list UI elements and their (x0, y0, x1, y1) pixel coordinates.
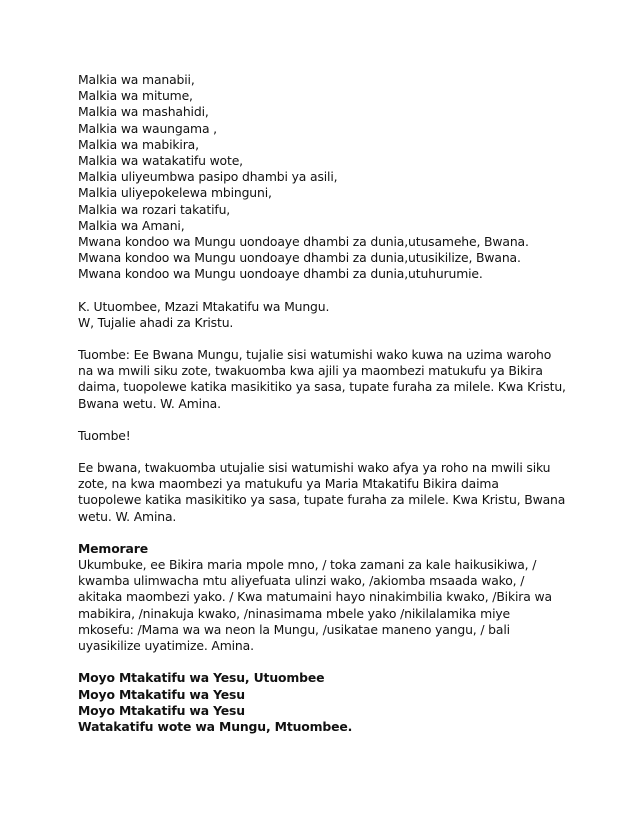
response-line: W, Tujalie ahadi za Kristu. (78, 314, 234, 330)
litany-line: Malkia wa watakatifu wote, (78, 153, 243, 169)
closing-line: Moyo Mtakatifu wa Yesu (78, 686, 245, 702)
litany-line: Malkia uliyeumbwa pasipo dhambi ya asili, (78, 169, 338, 185)
litany-line: Mwana kondoo wa Mungu uondoaye dhambi za dunia,utuhurumie. (78, 266, 483, 282)
memorare-line: kwamba ulimwacha mtu aliyefuata ulinzi wako, /akiomba msaada wako, / (78, 573, 525, 589)
prayer-line: Tuombe: Ee Bwana Mungu, tujalie sisi watumishi wako kuwa na uzima waroho (78, 347, 552, 363)
memorare-section (78, 541, 578, 654)
memorare-heading: Memorare (78, 540, 148, 556)
prayer-paragraph-2 (78, 460, 578, 525)
prayer-line: zote, na kwa maombezi ya matukufu ya Maria Mtakatifu Bikira daima (78, 476, 499, 492)
litany-line: Malkia uliyepokelewa mbinguni, (78, 185, 272, 201)
spacer (78, 283, 578, 299)
memorare-line: mkosefu: /Mama wa wa neon la Mungu, /usikatae maneno yangu, / bali (78, 621, 510, 637)
litany-line: Malkia wa rozari takatifu, (78, 201, 231, 217)
document-page (78, 72, 578, 735)
spacer (78, 525, 578, 541)
litany-line: Mwana kondoo wa Mungu uondoaye dhambi za dunia,utusikilize, Bwana. (78, 250, 521, 266)
litany-line: Malkia wa mashahidi, (78, 104, 209, 120)
litany-line: Malkia wa waungama , (78, 120, 217, 136)
prayer-line: daima, tuopolewe katika masikitiko ya sasa, tupate furaha za milele. Kwa Kristu, (78, 379, 566, 395)
tuombe-line: Tuombe! (78, 427, 131, 443)
closing-line: Moyo Mtakatifu wa Yesu (78, 702, 245, 718)
spacer (78, 444, 578, 460)
memorare-line: Ukumbuke, ee Bikira maria mpole mno, / toka zamani za kale haikusikiwa, / (78, 557, 537, 573)
prayer-line: Bwana wetu. W. Amina. (78, 395, 221, 411)
closing-line: Watakatifu wote wa Mungu, Mtuombee. (78, 718, 353, 734)
litany-line: Malkia wa mabikira, (78, 136, 199, 152)
prayer-line: wetu. W. Amina. (78, 508, 177, 524)
litany-line: Mwana kondoo wa Mungu uondoaye dhambi za dunia,utusamehe, Bwana. (78, 234, 529, 250)
prayer-line: tuopolewe katika masikitiko ya sasa, tupate furaha za milele. Kwa Kristu, Bwana (78, 492, 566, 508)
memorare-line: uyasikilize uyatimize. Amina. (78, 638, 254, 654)
memorare-line: mabikira, /ninakuja kwako, /ninasimama mbele yako /nikilalamika miye (78, 605, 511, 621)
prayer-line: na wa mwili siku zote, twakuomba kwa ajili ya maombezi matukufu ya Bikira (78, 363, 543, 379)
memorare-line: akitaka maombezi yako. / Kwa matumaini hayo ninakimbilia kwako, /Bikira wa (78, 589, 552, 605)
prayer-line: Ee bwana, twakuomba utujalie sisi watumishi wako afya ya roho na mwili siku (78, 460, 551, 476)
prayer-paragraph-1 (78, 347, 578, 412)
litany-line: Malkia wa Amani, (78, 217, 185, 233)
closing-block (78, 670, 578, 735)
spacer (78, 654, 578, 670)
litany-line: Malkia wa manabii, (78, 72, 195, 87)
versicle-line: K. Utuombee, Mzazi Mtakatifu wa Mungu. (78, 298, 330, 314)
spacer (78, 412, 578, 428)
closing-line: Moyo Mtakatifu wa Yesu, Utuombee (78, 670, 325, 686)
litany-line: Malkia wa mitume, (78, 88, 193, 104)
versicle-block (78, 299, 578, 331)
spacer (78, 331, 578, 347)
litany-block (78, 72, 578, 283)
